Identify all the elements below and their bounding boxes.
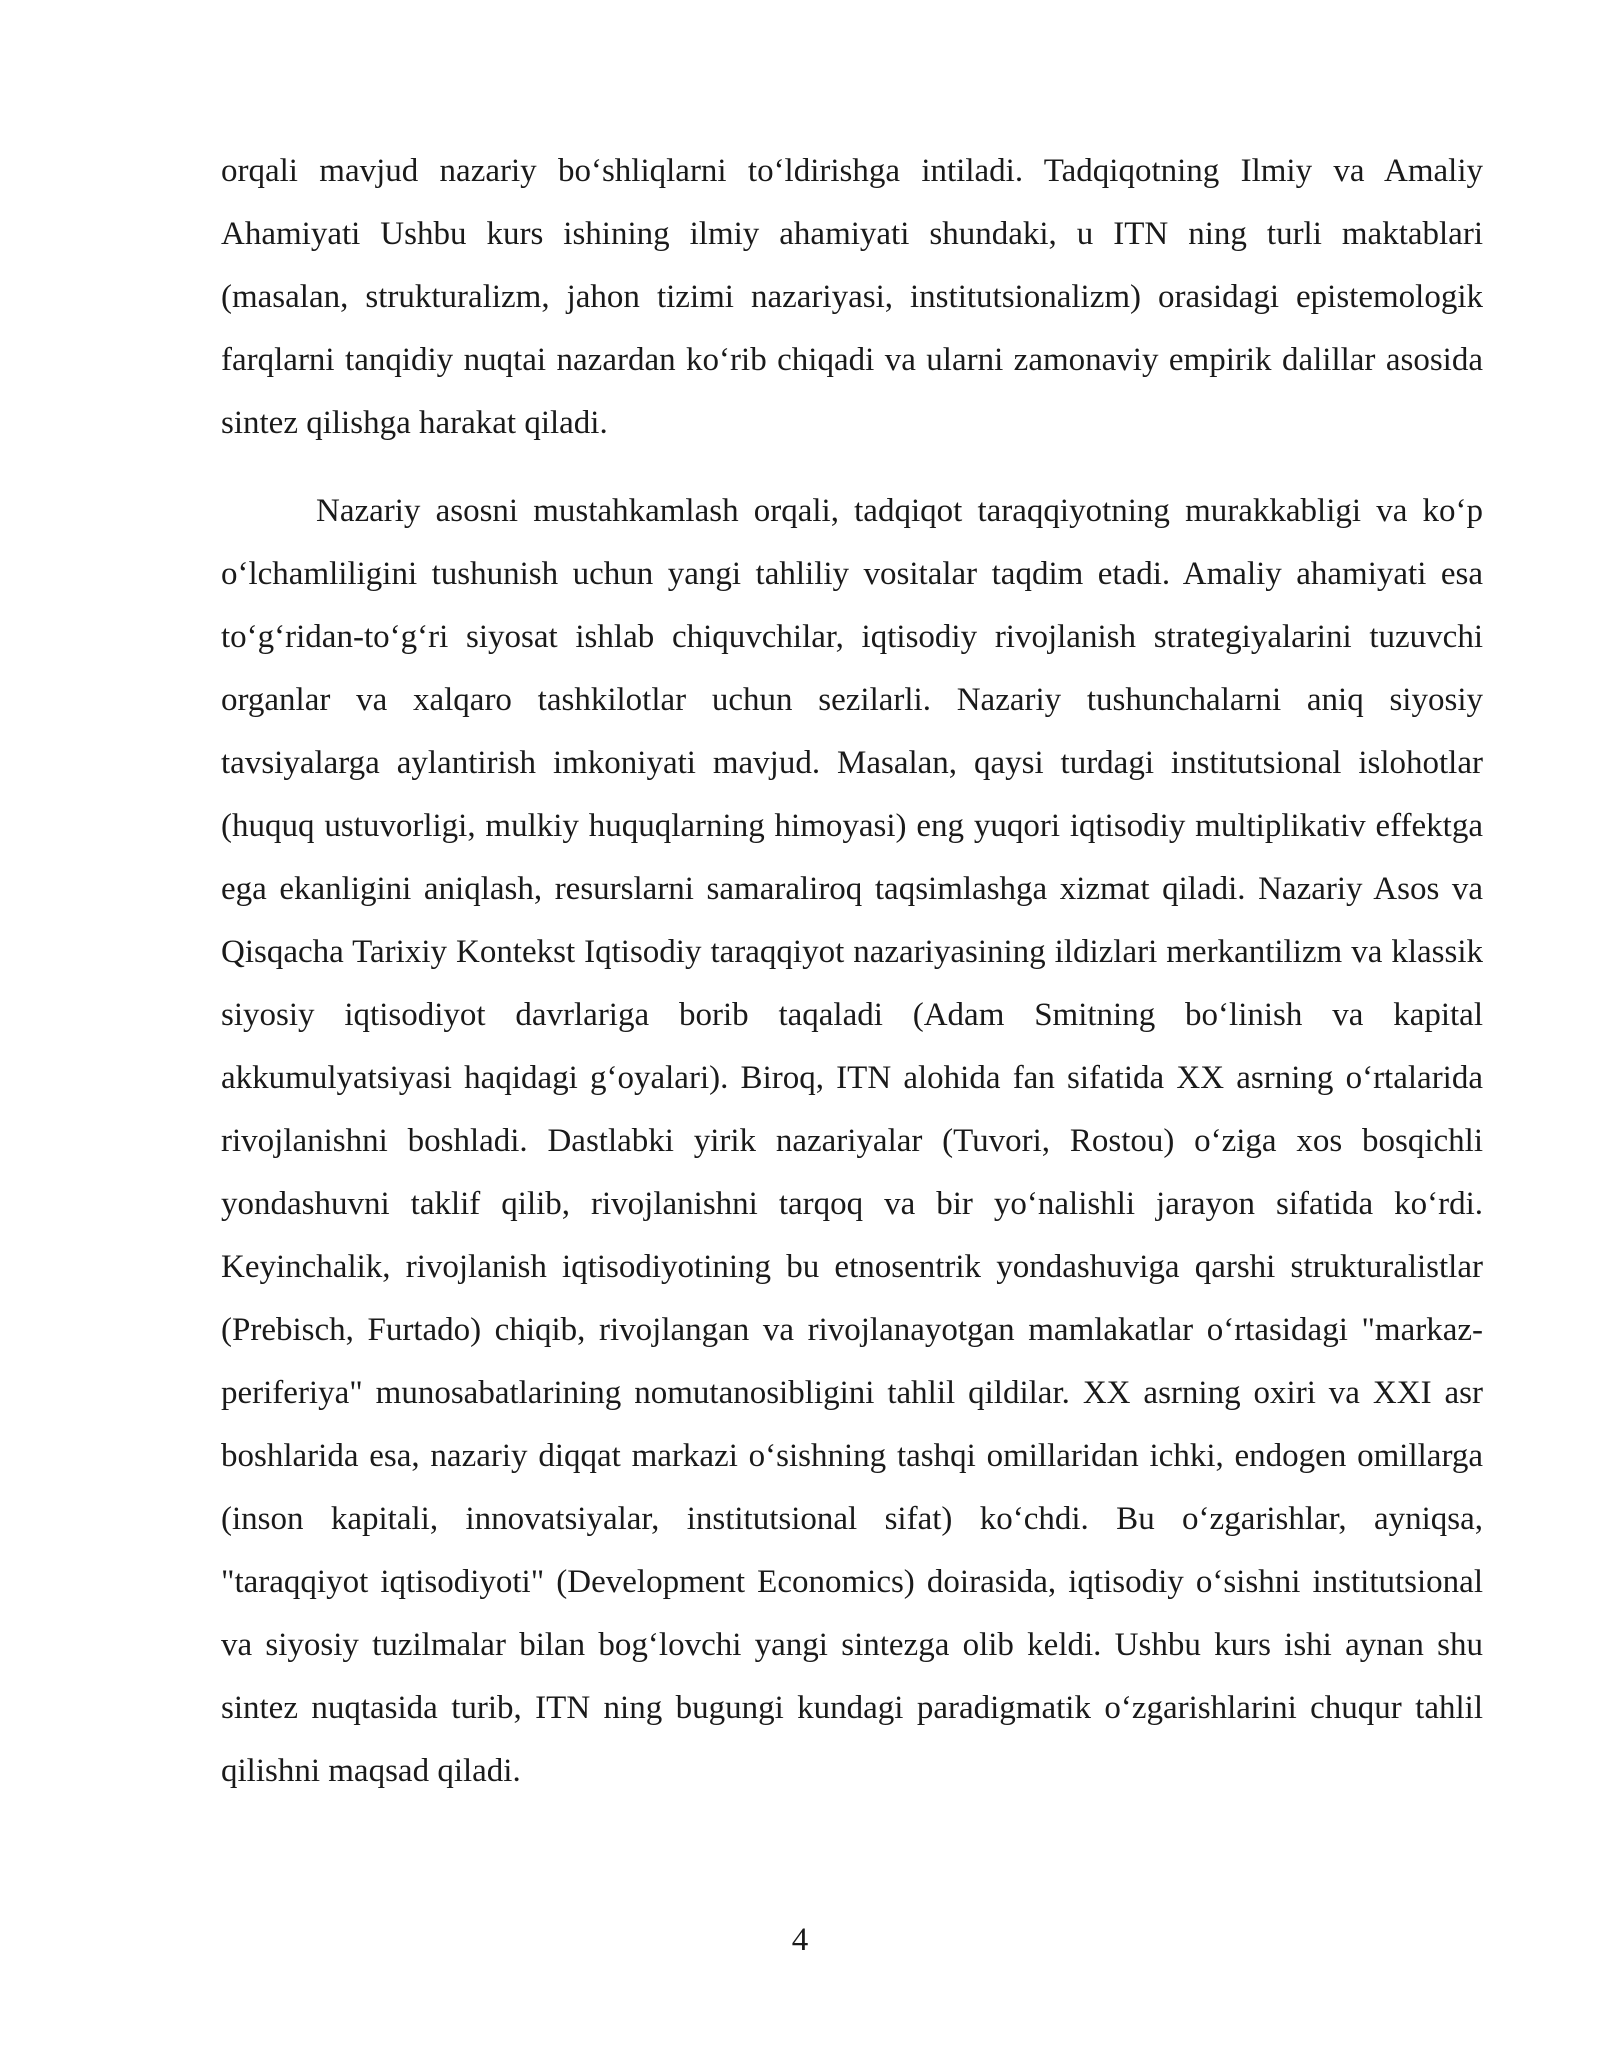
page-number: 4 [791,1922,809,1958]
paragraph-body: Nazariy asosni mustahkamlash orqali, tadqiqot taraqqiyotning murakkabligi va ko‘p o‘lchamliligini tushunish uchun yangi tahliliy vositalar taqdim etadi. Amaliy ahamiyati esa to‘g‘ridan-to‘g‘ri siyosat ishlab chiquvchilar, iqtisodiy rivojlanish strategiyalarini tuzuvchi organlar va xalqaro tashkilotlar uchun sezilarli. Nazariy tushunchalarni aniq siyosiy tavsiyalarga aylantirish imkoniyati mavjud. Masalan, qaysi turdagi institutsional islohotlar (huquq ustuvorligi, mulkiy huquqlarning himoyasi) eng yuqori iqtisodiy multiplikativ effektga ega ekanligini aniqlash, resurslarni samaraliroq taqsimlashga xizmat qiladi. Nazariy Asos va Qisqacha Tarixiy Kontekst Iqtisodiy taraqqiyot nazariyasining ildizlari merkantilizm va klassik siyosiy iqtisodiyot davrlariga borib taqaladi (Adam Smitning bo‘linish va kapital akkumulyatsiyasi haqidagi g‘oyalari). Biroq, ITN alohida fan sifatida XX asrning o‘rtalarida rivojlanishni boshladi. Dastlabki yirik nazariyalar (Tuvori, Rostou) o‘ziga xos bosqichli yondashuvni taklif qilib, rivojlanishni tarqoq va bir yo‘nalishli jarayon sifatida ko‘rdi. Keyinchalik, rivojlanish iqtisodiyotining bu etnosentrik yondashuviga qarshi strukturalistlar (Prebisch, Furtado) chiqib, rivojlangan va rivojlanayotgan mamlakatlar o‘rtasidagi "markaz-periferiya" munosabatlarining nomutanosibligini tahlil qildilar. XX asrning oxiri va XXI asr boshlarida esa, nazariy diqqat markazi o‘sishning tashqi omillaridan ichki, endogen omillarga (inson kapitali, innovatsiyalar, institutsional sifat) ko‘chdi. Bu o‘zgarishlar, ayniqsa, "taraqqiyot iqtisodiyoti" (Development Economics) doirasida, iqtisodiy o‘sishni institutsional va siyosiy tuzilmalar bilan bog‘lovchi yangi sintezga olib keldi. Ushbu kurs ishi aynan shu sintez nuqtasida turib, ITN ning bugungi kundagi paradigmatik o‘zgarishlarini chuqur tahlil qilishni maqsad qiladi. [221,493,1483,1789]
paragraph-continuation: orqali mavjud nazariy bo‘shliqlarni to‘ldirishga intiladi. Tadqiqotning Ilmiy va Amaliy Ahamiyati Ushbu kurs ishining ilmiy ahamiyati shundaki, u ITN ning turli maktablari (masalan, strukturalizm, jahon tizimi nazariyasi, institutsionalizm) orasidagi epistemologik farqlarni tanqidiy nuqtai nazardan ko‘rib chiqadi va ularni zamonaviy empirik dalillar asosida sintez qilishga harakat qiladi. [221,153,1483,441]
page-body [221,140,1483,1803]
